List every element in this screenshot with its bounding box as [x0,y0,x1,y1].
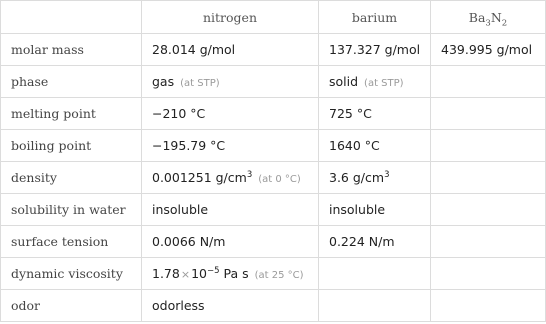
table-row-dynamic-viscosity [1,258,546,290]
table-row-solubility [1,194,546,226]
formula-sub-3: 3 [485,18,491,28]
row-label: melting point [1,98,142,130]
table-row-surface-tension [1,226,546,258]
table-row-phase [1,66,546,98]
cell-barium [319,66,431,98]
cell-barium-nitride [431,194,546,226]
cell-nitrogen [142,258,319,290]
cell-nitrogen: 0.0066 N/m [142,226,319,258]
cell-barium [319,162,431,194]
cell-barium-nitride [431,290,546,322]
table-row-boiling-point [1,130,546,162]
table-row-molar-mass [1,34,546,66]
cell-barium: 0.224 N/m [319,226,431,258]
cell-mantissa: 1.78 [152,266,180,281]
table-row-density [1,162,546,194]
condition-note: (at 25 °C) [254,270,304,281]
table-row-melting-point [1,98,546,130]
cell-barium-nitride [431,66,546,98]
cell-nitrogen: odorless [142,290,319,322]
cell-barium [319,290,431,322]
row-label: phase [1,66,142,98]
cell-barium: 725 °C [319,98,431,130]
cell-barium: 137.327 g/mol [319,34,431,66]
cell-value: gas [152,74,175,89]
column-header-nitrogen: nitrogen [142,1,319,34]
table-row-odor [1,290,546,322]
row-label: solubility in water [1,194,142,226]
formula-sub-2: 2 [501,18,508,28]
column-header-barium: barium [319,1,431,34]
cell-barium-nitride [431,130,546,162]
row-label: density [1,162,142,194]
cell-barium: insoluble [319,194,431,226]
cell-nitrogen: insoluble [142,194,319,226]
cell-nitrogen [142,162,319,194]
condition-note: (at STP) [180,78,220,89]
corner-cell [1,1,142,34]
unit-exponent: 3 [246,169,253,180]
cell-barium-nitride: 439.995 g/mol [431,34,546,66]
row-label: molar mass [1,34,142,66]
cell-barium-nitride [431,98,546,130]
cell-nitrogen: −195.79 °C [142,130,319,162]
formula-n: N [490,9,502,25]
formula-ba: Ba [468,9,486,25]
cell-value: 0.001251 g/cm [152,170,247,185]
row-label: odor [1,290,142,322]
times-sign: × [180,268,191,281]
cell-barium: 1640 °C [319,130,431,162]
condition-note: (at STP) [364,78,404,89]
cell-barium-nitride [431,258,546,290]
condition-note: (at 0 °C) [258,174,301,185]
row-label: boiling point [1,130,142,162]
cell-power-base: 10 [191,266,207,281]
cell-value: solid [329,74,359,89]
row-label: surface tension [1,226,142,258]
cell-exponent: −5 [206,265,220,276]
cell-value: 3.6 g/cm [329,170,385,185]
cell-nitrogen [142,66,319,98]
unit-exponent: 3 [384,169,390,180]
cell-barium [319,258,431,290]
cell-nitrogen: −210 °C [142,98,319,130]
cell-nitrogen: 28.014 g/mol [142,34,319,66]
header-row [1,1,546,34]
cell-unit: Pa s [219,266,249,281]
row-label: dynamic viscosity [1,258,142,290]
cell-barium-nitride [431,162,546,194]
cell-barium-nitride [431,226,546,258]
column-header-barium-nitride [431,1,546,34]
